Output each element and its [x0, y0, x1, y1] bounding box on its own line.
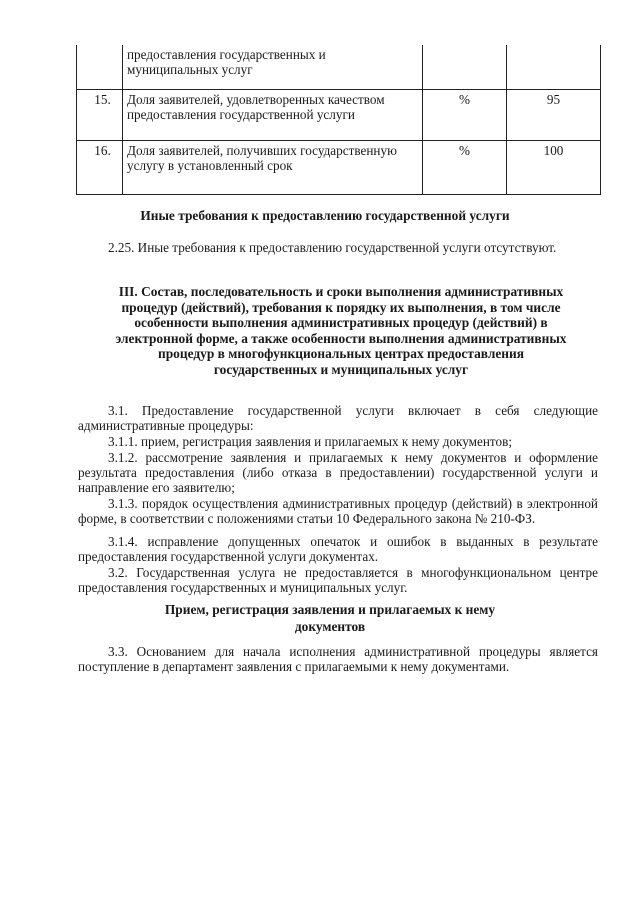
paragraph-3-2: 3.2. Государственная услуга не предоставляется в многофункциональном центре предоставления государственных и муниципальных услуг.	[78, 565, 598, 595]
table-row	[77, 90, 601, 141]
row-text: предоставления государственных и муниципальных услуг	[123, 45, 423, 90]
paragraph-3-1-4: 3.1.4. исправление допущенных опечаток и ошибок в выданных в результате предоставления государственной услуги документах.	[78, 534, 598, 564]
row-unit: %	[423, 90, 507, 141]
row-unit: %	[423, 141, 507, 195]
section-3-title: III. Состав, последовательность и сроки выполнения административных процедур (действий), требования к порядку их выполнения, в том числе особенности выполнения административных процедур (действий) в электронной форме, а также особенности выполнения административных процедур в многофункциональных центрах предоставления государственных и муниципальных услуг	[115, 284, 567, 377]
paragraph-3-1-3: 3.1.3. порядок осуществления административных процедур (действий) в электронной форме, в соответствии с положениями статьи 10 Федерального закона № 210-ФЗ.	[78, 496, 598, 526]
paragraph-3-3: 3.3. Основанием для начала исполнения административной процедуры является поступление в департамент заявления с прилагаемыми к нему документами.	[78, 644, 598, 674]
paragraph-2-25: 2.25. Иные требования к предоставлению государственной услуги отсутствуют.	[108, 240, 557, 255]
row-number: 16.	[77, 141, 123, 195]
paragraph-3-1: 3.1. Предоставление государственной услуги включает в себя следующие административные процедуры:	[78, 403, 598, 433]
row-value	[507, 45, 601, 90]
row-text: Доля заявителей, удовлетворенных качеством предоставления государственной услуги	[123, 90, 423, 141]
row-number	[77, 45, 123, 90]
row-value: 95	[507, 90, 601, 141]
row-value: 100	[507, 141, 601, 195]
row-number: 15.	[77, 90, 123, 141]
paragraph-3-1-1: 3.1.1. прием, регистрация заявления и прилагаемых к нему документов;	[108, 434, 513, 449]
table-row	[77, 141, 601, 195]
heading-other-requirements: Иные требования к предоставлению государственной услуги	[140, 208, 510, 223]
paragraph-3-1-2: 3.1.2. рассмотрение заявления и прилагаемых к нему документов и оформление результата предоставления (либо отказа в предоставлении) государственной услуги и направление его заявителю;	[78, 450, 598, 495]
indicators-table	[76, 45, 601, 195]
row-unit	[423, 45, 507, 90]
heading-reception: Прием, регистрация заявления и прилагаемых к нему документов	[164, 602, 496, 634]
table-row	[77, 45, 601, 90]
row-text: Доля заявителей, получивших государственную услугу в установленный срок	[123, 141, 423, 195]
